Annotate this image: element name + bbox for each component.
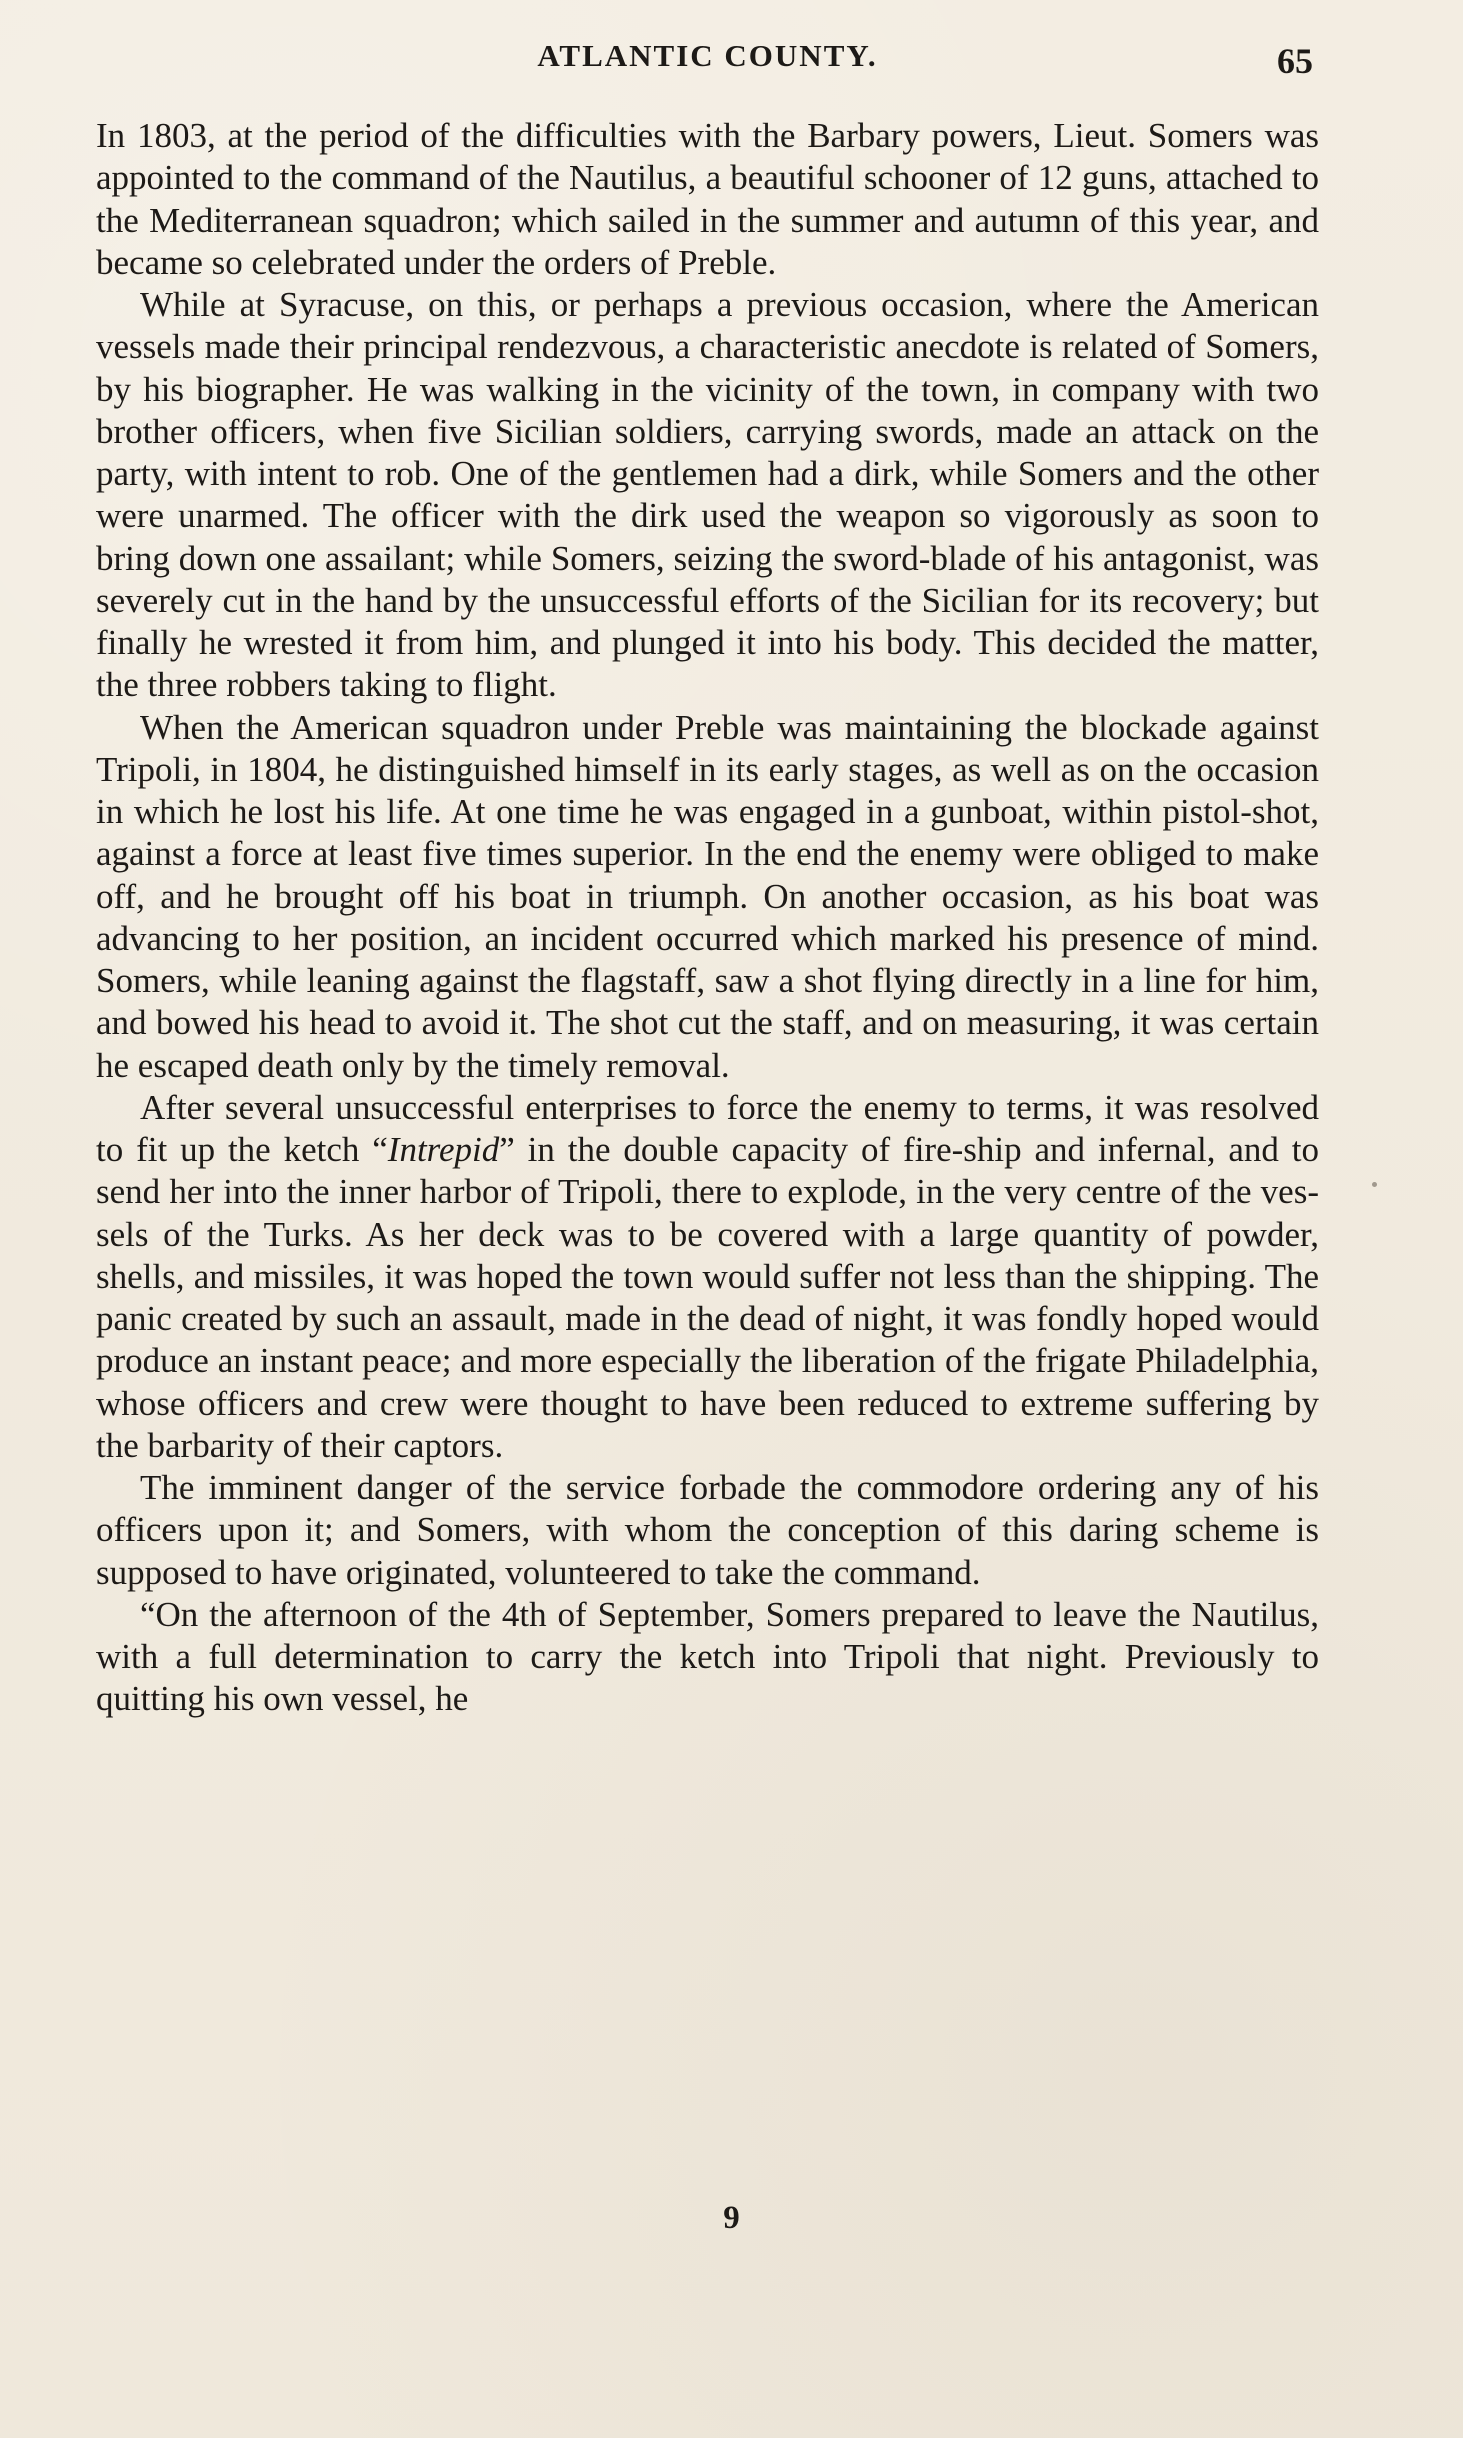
paragraph-4-part-1: After several unsuccessful enterprises to force the enemy to terms, it was resolved to fit up the ketch “ xyxy=(96,1087,1319,1169)
paper-speck xyxy=(1372,1182,1377,1187)
ship-name-italic: Intrepid xyxy=(387,1130,500,1169)
paragraph-6: “On the afternoon of the 4th of September, Somers prepared to leave the Nautilus, with a full determination to carry the ketch into Tripoli that night. Previously to quitting his own vessel, he xyxy=(96,1594,1319,1719)
paragraph-4 xyxy=(96,1087,1319,1467)
page-number: 65 xyxy=(1277,41,1313,81)
running-head: ATLANTIC COUNTY. xyxy=(537,38,878,73)
paragraph-4-part-2: ” in the double capacity of fire-ship and infernal, and to send her into the inner harbor of Tripoli, there to explode, in the very centre of the vessels of the Turks. As her deck was to be covered with a large quantity of powder, shells, and missiles, it was hoped the town would suffer not less than the shipping. The panic created by such an assault, made in the dead of night, it was fondly hoped would produce an instant peace; and more especially the liberation of the frigate Philadelphia, whose officers and crew were thought to have been reduced to extreme suffering by the barbarity of their captors. xyxy=(96,1130,1319,1465)
page-header xyxy=(96,32,1319,80)
paragraph-5: The imminent danger of the service forbade the commodore ordering any of his officers upon it; and Somers, with whom the conception of this daring scheme is supposed to have originated, volunteered to take the command. xyxy=(96,1468,1319,1592)
paragraph-1: In 1803, at the period of the difficulties with the Barbary powers, Lieut. Somers was appointed to the command of the Nautilus, a beautiful schooner of 12 guns, attached to the Mediterranean squadron; which sailed in the summer and autumn of this year, and became so celebrated under the orders of Preble. xyxy=(96,116,1319,282)
signature-mark: 9 xyxy=(723,2200,740,2236)
page-body xyxy=(96,115,1319,1721)
paragraph-3: When the American squadron under Preble was maintaining the blockade against Tripoli, in 1804, he distinguished himself in its early stages, as well as on the occasion in which he lost his life. At one time he was engaged in a gunboat, within pistol-shot, against a force at least five times superior. In the end the enemy were obliged to make off, and he brought off his boat in triumph. On another occasion, as his boat was advancing to her position, an incident occurred which marked his presence of mind. Somers, while leaning against the flagstaff, saw a shot flying directly in a line for him, and bowed his head to avoid it. The shot cut the staff, and on measuring, it was certain he escaped death only by the timely removal. xyxy=(96,707,1319,1085)
paragraph-2: While at Syracuse, on this, or perhaps a previous occasion, where the American vessels made their principal rendezvous, a characteristic anecdote is related of Somers, by his biographer. He was walking in the vicinity of the town, in company with two brother officers, when five Sicilian soldiers, carrying swords, made an attack on the party, with intent to rob. One of the gentlemen had a dirk, while Somers and the other were unarmed. The officer with the dirk used the weapon so vigorously as soon to bring down one assailant; while Somers, seizing the sword-blade of his antagonist, was severely cut in the hand by the unsuccessful efforts of the Sicilian for its recovery; but finally he wrested it from him, and plunged it into his body. This decided the matter, the three robbers taking to flight. xyxy=(96,285,1319,705)
